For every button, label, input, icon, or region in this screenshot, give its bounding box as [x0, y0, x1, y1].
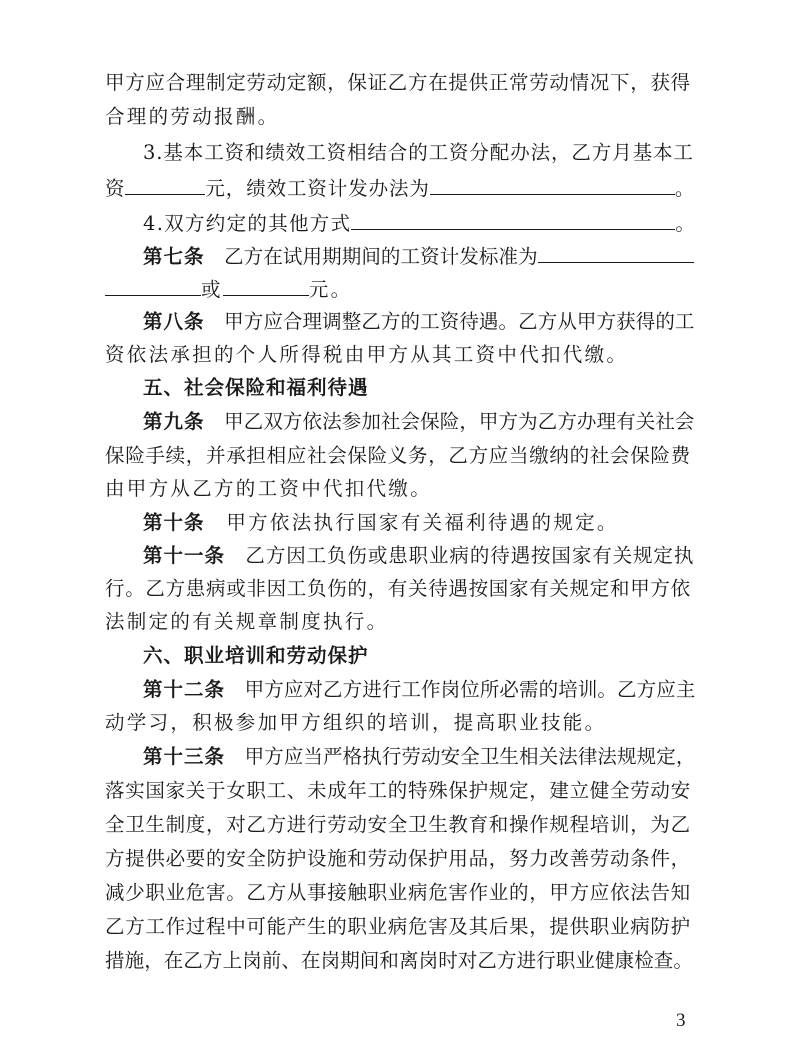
article-11-label: 第十一条 — [143, 544, 226, 567]
blank-other-method[interactable] — [351, 207, 675, 230]
paragraph-line: 落实国家关于女职工、未成年工的特殊保护规定，建立健全劳动安 — [105, 779, 691, 802]
page-number: 3 — [676, 1010, 686, 1031]
article-9-label: 第九条 — [143, 410, 205, 433]
section-5-heading: 五、社会保险和福利待遇 — [143, 376, 369, 399]
section-6-heading: 六、职业培训和劳动保护 — [143, 644, 369, 667]
blank-probation-pay[interactable] — [538, 240, 694, 263]
article-8-label: 第八条 — [143, 310, 205, 333]
clause-3-line: 3.基本工资和绩效工资相结合的工资分配办法，乙方月基本工 — [143, 141, 694, 164]
paragraph-line: 甲方应合理制定劳动定额，保证乙方在提供正常劳动情况下，获得 — [105, 71, 691, 94]
article-10-text: 甲方依法执行国家有关福利待遇的规定。 — [226, 511, 619, 534]
article-10-line — [143, 508, 695, 538]
paragraph-line: 合理的劳动报酬。 — [105, 105, 280, 128]
article-8-line — [143, 307, 695, 337]
text-fragment: 或 — [201, 278, 223, 301]
blank-probation-pay-3[interactable] — [223, 273, 309, 296]
paragraph-line: 资依法承担的个人所得税由甲方从其工资中代扣代缴。 — [105, 343, 629, 366]
text-fragment: 元，绩效工资计发办法为 — [205, 177, 430, 200]
blank-performance-pay[interactable] — [430, 172, 675, 195]
article-8-text: 甲方应合理调整乙方的工资待遇。乙方从甲方获得的工 — [224, 310, 695, 333]
paragraph-line: 动学习，积极参加甲方组织的培训，提高职业技能。 — [105, 711, 607, 734]
article-12-label: 第十二条 — [143, 678, 226, 701]
article-13-line — [143, 742, 695, 772]
paragraph-line: 措施，在乙方上岗前、在岗期间和离岗时对乙方进行职业健康检查。 — [105, 949, 694, 972]
paragraph-line: 方提供必要的安全防护设施和劳动保护用品，努力改善劳动条件， — [105, 847, 691, 870]
clause-4-line — [143, 207, 695, 237]
paragraph-line: 行。乙方患病或非因工负伤的，有关待遇按国家有关规定和甲方依 — [105, 577, 691, 600]
article-9-text: 甲乙双方依法参加社会保险，甲方为乙方办理有关社会 — [224, 410, 695, 433]
article-9-line — [143, 407, 695, 437]
text-fragment: 。 — [675, 212, 697, 235]
paragraph-line: 乙方工作过程中可能产生的职业病危害及其后果，提供职业病防护 — [105, 915, 691, 938]
article-13-label: 第十三条 — [143, 745, 226, 768]
blank-base-salary[interactable] — [125, 172, 205, 195]
text-fragment: 。 — [674, 177, 696, 200]
article-7-line-2 — [105, 273, 695, 303]
text-fragment: 4.双方约定的其他方式 — [143, 212, 352, 235]
paragraph-line: 法制定的有关规章制度执行。 — [105, 610, 389, 633]
article-13-text: 甲方应当严格执行劳动安全卫生相关法律法规规定， — [244, 745, 696, 768]
clause-3-line-2 — [105, 172, 695, 202]
article-11-line — [143, 541, 695, 571]
text-fragment: 元。 — [308, 278, 353, 301]
article-10-label: 第十条 — [143, 511, 205, 534]
paragraph-line: 减少职业危害。乙方从事接触职业病危害作业的，甲方应依法告知 — [105, 881, 691, 904]
paragraph-line: 由甲方从乙方的工资中代扣代缴。 — [105, 477, 433, 500]
article-7-text: 乙方在试用期期间的工资计发标准为 — [224, 245, 538, 268]
blank-probation-pay-2[interactable] — [105, 273, 201, 296]
article-12-line — [143, 675, 695, 705]
paragraph-line: 保险手续，并承担相应社会保险义务，乙方应当缴纳的社会保险费 — [105, 444, 691, 467]
text-fragment: 资 — [105, 177, 126, 200]
paragraph-line: 全卫生制度，对乙方进行劳动安全卫生教育和操作规程培训，为乙 — [105, 813, 691, 836]
article-11-text: 乙方因工负伤或患职业病的待遇按国家有关规定执 — [245, 544, 695, 567]
article-12-text: 甲方应对乙方进行工作岗位所必需的培训。乙方应主 — [244, 678, 696, 701]
article-7-line — [143, 240, 695, 270]
article-7-label: 第七条 — [143, 245, 205, 268]
